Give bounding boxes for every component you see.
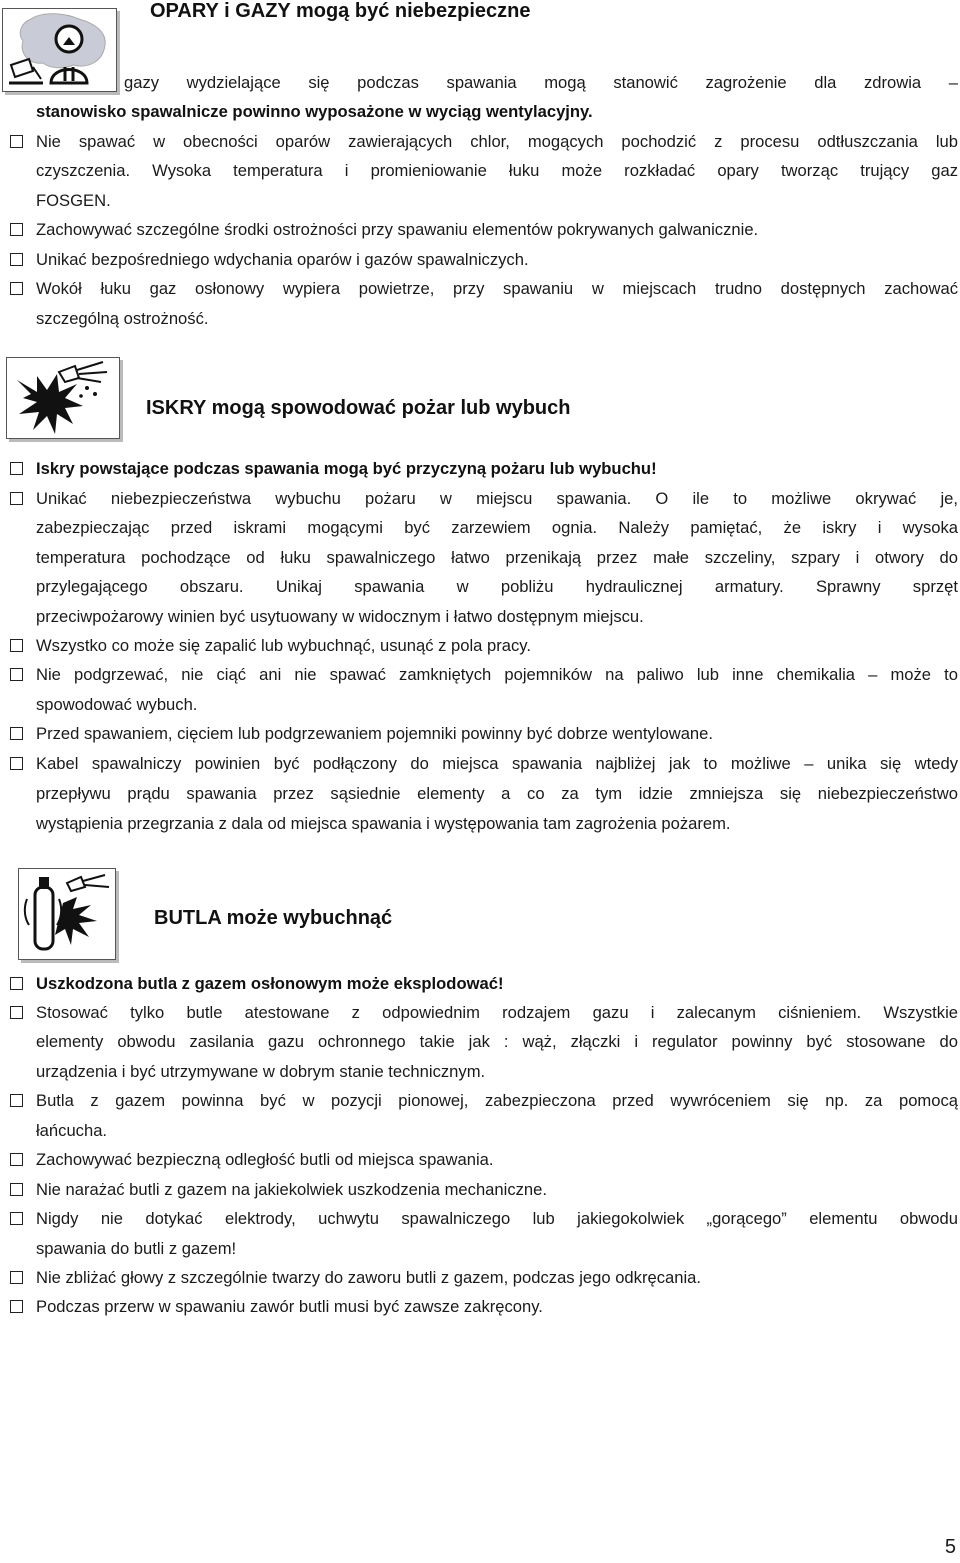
text-line: Nie zbliżać głowy z szczególnie twarzy do zaworu butli z gazem, podczas jego odkręcania. xyxy=(36,1268,701,1287)
text-line: Unikać niebezpieczeństwa wybuchu pożaru w miejscu spawania. O ile to możliwe okrywać je, xyxy=(36,489,958,508)
text-line: Przed spawaniem, cięciem lub podgrzewaniem pojemniki powinny być dobrze wentylowane. xyxy=(36,724,713,743)
text-line: szczególną ostrożność. xyxy=(36,309,209,328)
text-line: elementy obwodu zasilania gazu ochronnego takie jak : wąż, złączki i regulator powinny być stosowane do xyxy=(36,1032,958,1051)
text-line: Wszystko co może się zapalić lub wybuchnąć, usunąć z pola pracy. xyxy=(36,636,531,655)
fumes-hazard-icon xyxy=(2,8,117,92)
checkbox-bullet-icon xyxy=(10,253,23,266)
checkbox-bullet-icon xyxy=(10,1153,23,1166)
text-line: Nigdy nie dotykać elektrody, uchwytu spawalniczego lub jakiegokolwiek „gorącego” elementu obwodu xyxy=(36,1209,958,1228)
checkbox-bullet-icon xyxy=(10,135,23,148)
checkbox-bullet-icon xyxy=(10,668,23,681)
checkbox-bullet-icon xyxy=(10,1006,23,1019)
checkbox-bullet-icon xyxy=(10,727,23,740)
text-line: Stosować tylko butle atestowane z odpowiednim rodzajem gazu i zalecanym ciśnieniem. Wszystkie xyxy=(36,1003,958,1022)
checkbox-bullet-icon xyxy=(10,1212,23,1225)
text-line: Nie narażać butli z gazem na jakiekolwiek uszkodzenia mechaniczne. xyxy=(36,1180,547,1199)
text-line: spowodować wybuch. xyxy=(36,695,198,714)
checkbox-bullet-icon xyxy=(10,462,23,475)
text-line: przeciwpożarowy winien być usytuowany w widocznym i łatwo dostępnym miejscu. xyxy=(36,607,644,626)
checkbox-bullet-icon xyxy=(10,1300,23,1313)
text-line: spawania do butli z gazem! xyxy=(36,1239,237,1258)
section-heading-sparks: ISKRY mogą spowodować pożar lub wybuch xyxy=(146,397,571,419)
text-line: przepływu prądu spawania przez sąsiednie elementy a co za tym idzie zmniejsza się niebezpieczeństwo xyxy=(36,784,958,803)
gas-cylinder-hazard-icon xyxy=(18,868,116,960)
text-line: Uszkodzona butla z gazem osłonowym może eksplodować! xyxy=(36,974,504,993)
checkbox-bullet-icon xyxy=(10,757,23,770)
text-line: Nie spawać w obecności oparów zawierających chlor, mogących pochodzić z procesu odtłuszczania lub xyxy=(36,132,958,151)
checkbox-bullet-icon xyxy=(10,639,23,652)
text-line: Butla z gazem powinna być w pozycji pionowej, zabezpieczona przed wywróceniem się np. za pomocą xyxy=(36,1091,958,1110)
text-line: Zachowywać bezpieczną odległość butli od miejsca spawania. xyxy=(36,1150,494,1169)
checkbox-bullet-icon xyxy=(10,1094,23,1107)
text-line: FOSGEN. xyxy=(36,191,111,210)
text-line: Podczas przerw w spawaniu zawór butli musi być zawsze zakręcony. xyxy=(36,1297,543,1316)
text-line: Zachowywać szczególne środki ostrożności przy spawaniu elementów pokrywanych galwanicznie. xyxy=(36,220,759,239)
section-heading-fumes: OPARY i GAZY mogą być niebezpieczne xyxy=(150,0,531,22)
text-line: Iskry powstające podczas spawania mogą być przyczyną pożaru lub wybuchu! xyxy=(36,459,657,478)
checkbox-bullet-icon xyxy=(10,977,23,990)
text-line: łańcucha. xyxy=(36,1121,108,1140)
text-line: gazy wydzielające się podczas spawania mogą stanowić zagrożenie dla zdrowia – xyxy=(124,73,958,92)
checkbox-bullet-icon xyxy=(10,223,23,236)
text-line: temperatura pochodzące od łuku spawalniczego łatwo przenikają przez małe szczeliny, szpary i otwory do xyxy=(36,548,958,567)
checkbox-bullet-icon xyxy=(10,282,23,295)
page-number: 5 xyxy=(944,1536,956,1558)
text-line: zabezpieczając przed iskrami mogącymi być zarzewiem ognia. Należy pamiętać, że iskry i wysoka xyxy=(36,518,958,537)
text-line: przylegającego obszaru. Unikaj spawania w pobliżu hydraulicznej armatury. Sprawny sprzęt xyxy=(36,577,958,596)
text-line: Nie podgrzewać, nie ciąć ani nie spawać zamkniętych pojemników na paliwo lub inne chemikalia – może to xyxy=(36,665,958,684)
explosion-sparks-icon xyxy=(6,357,120,439)
text-line: urządzenia i być utrzymywane w dobrym stanie technicznym. xyxy=(36,1062,486,1081)
text-line: Unikać bezpośredniego wdychania oparów i gazów spawalniczych. xyxy=(36,250,529,269)
checkbox-bullet-icon xyxy=(10,492,23,505)
text-line: czyszczenia. Wysoka temperatura i promieniowanie łuku może rozkładać opary tworząc trujący gaz xyxy=(36,161,958,180)
text-line: wystąpienia przegrzania z dala od miejsca spawania i występowania tam zagrożenia pożarem. xyxy=(36,814,731,833)
text-line: stanowisko spawalnicze powinno wyposażone w wyciąg wentylacyjny. xyxy=(36,102,593,121)
checkbox-bullet-icon xyxy=(10,1183,23,1196)
checkbox-bullet-icon xyxy=(10,1271,23,1284)
text-line: Kabel spawalniczy powinien być podłączony do miejsca spawania najbliżej jak to możliwe – unika się wtedy xyxy=(36,754,958,773)
text-line: Wokół łuku gaz osłonowy wypiera powietrze, przy spawaniu w miejscach trudno dostępnych zachować xyxy=(36,279,958,298)
section-heading-cylinder: BUTLA może wybuchnąć xyxy=(154,907,393,929)
